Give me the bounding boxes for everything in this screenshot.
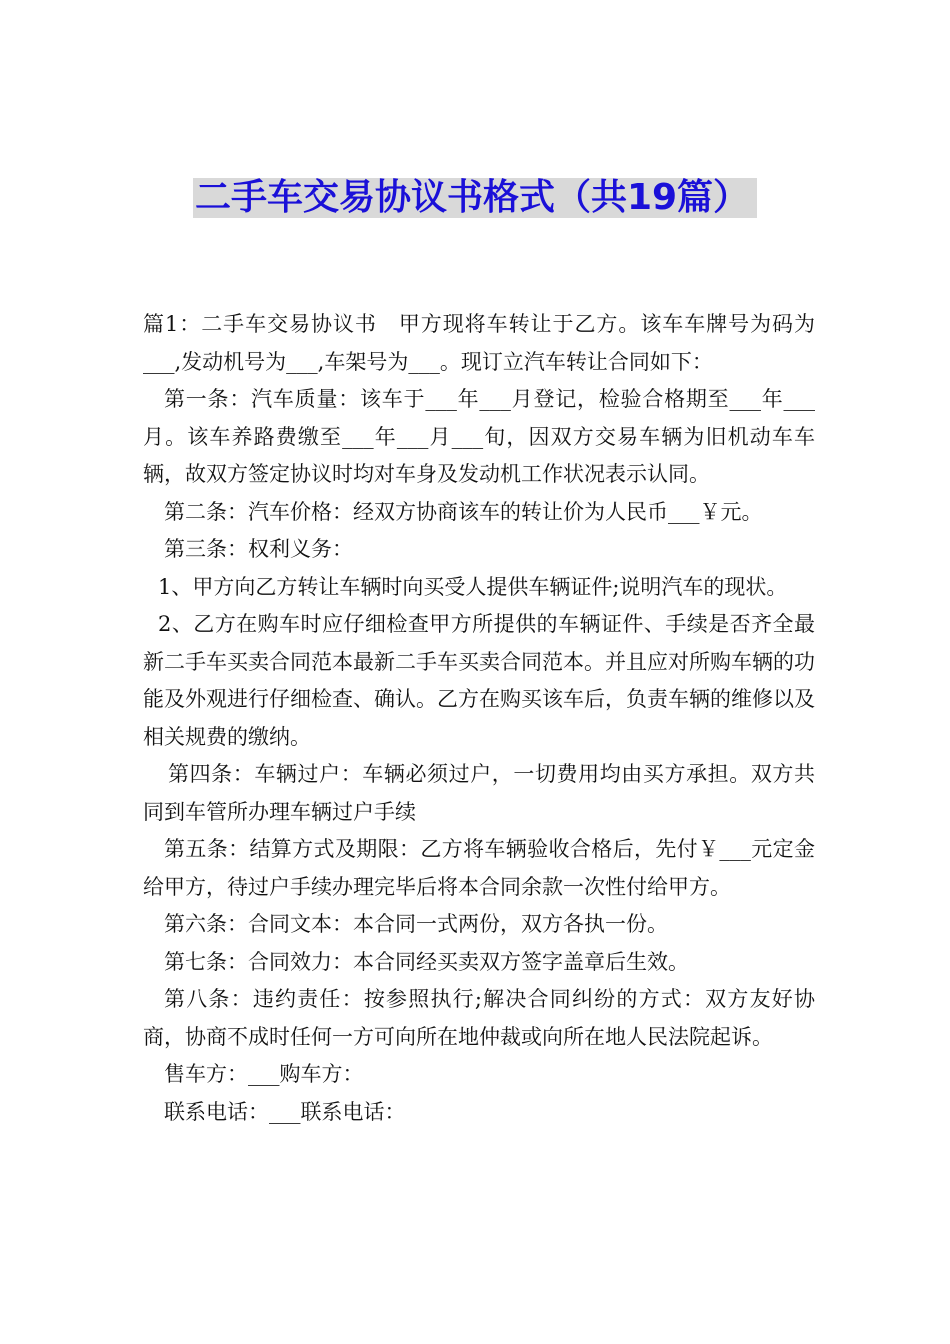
clause-5-paragraph: 第五条：结算方式及期限：乙方将车辆验收合格后，先付￥___元定金给甲方，待过户手续办理完毕后将本合同余款一次性付给甲方。 [143,837,815,899]
document-title: 二手车交易协议书格式（共19篇） [193,178,757,218]
clause-3-item-1: 1、甲方向乙方转让车辆时向买受人提供车辆证件;说明汽车的现状。 [158,574,788,599]
clause-6-paragraph: 第六条：合同文本：本合同一式两份，双方各执一份。 [164,912,668,936]
intro-paragraph: 篇1：二手车交易协议书 甲方现将车转让于乙方。该车车牌号为码为___,发动机号为___,车架号为___。现订立汽车转让合同如下： [143,312,815,374]
clause-2-paragraph: 第二条：汽车价格：经双方协商该车的转让价为人民币___￥元。 [164,499,763,524]
clause-4-paragraph: 第四条：车辆过户：车辆必须过户，一切费用均由买方承担。双方共同到车管所办理车辆过户手续 [143,762,815,824]
clause-7-paragraph: 第七条：合同效力：本合同经买卖双方签字盖章后生效。 [164,949,689,974]
title-container [0,178,950,218]
phone-line: 联系电话：___联系电话： [164,1099,406,1124]
clause-3-item-2: 2、乙方在购车时应仔细检查甲方所提供的车辆证件、手续是否齐全最新二手车买卖合同范本最新二手车买卖合同范本。并且应对所购车辆的功能及外观进行仔细检查、确认。乙方在购买该车后，负责车辆的维修以及相关规费的缴纳。 [143,612,815,749]
seller-buyer-line: 售车方：___购车方： [164,1062,364,1086]
clause-1-paragraph: 第一条：汽车质量：该车于___年___月登记，检验合格期至___年___月。该车养路费缴至___年___月___旬，因双方交易车辆为旧机动车车辆，故双方签定协议时均对车身及发动机工作状况表示认同。 [143,387,815,486]
document-body [143,306,815,1131]
clause-3-paragraph: 第三条：权利义务： [164,537,353,561]
clause-8-paragraph: 第八条：违约责任：按参照执行;解决合同纠纷的方式：双方友好协商，协商不成时任何一方可向所在地仲裁或向所在地人民法院起诉。 [143,987,815,1049]
